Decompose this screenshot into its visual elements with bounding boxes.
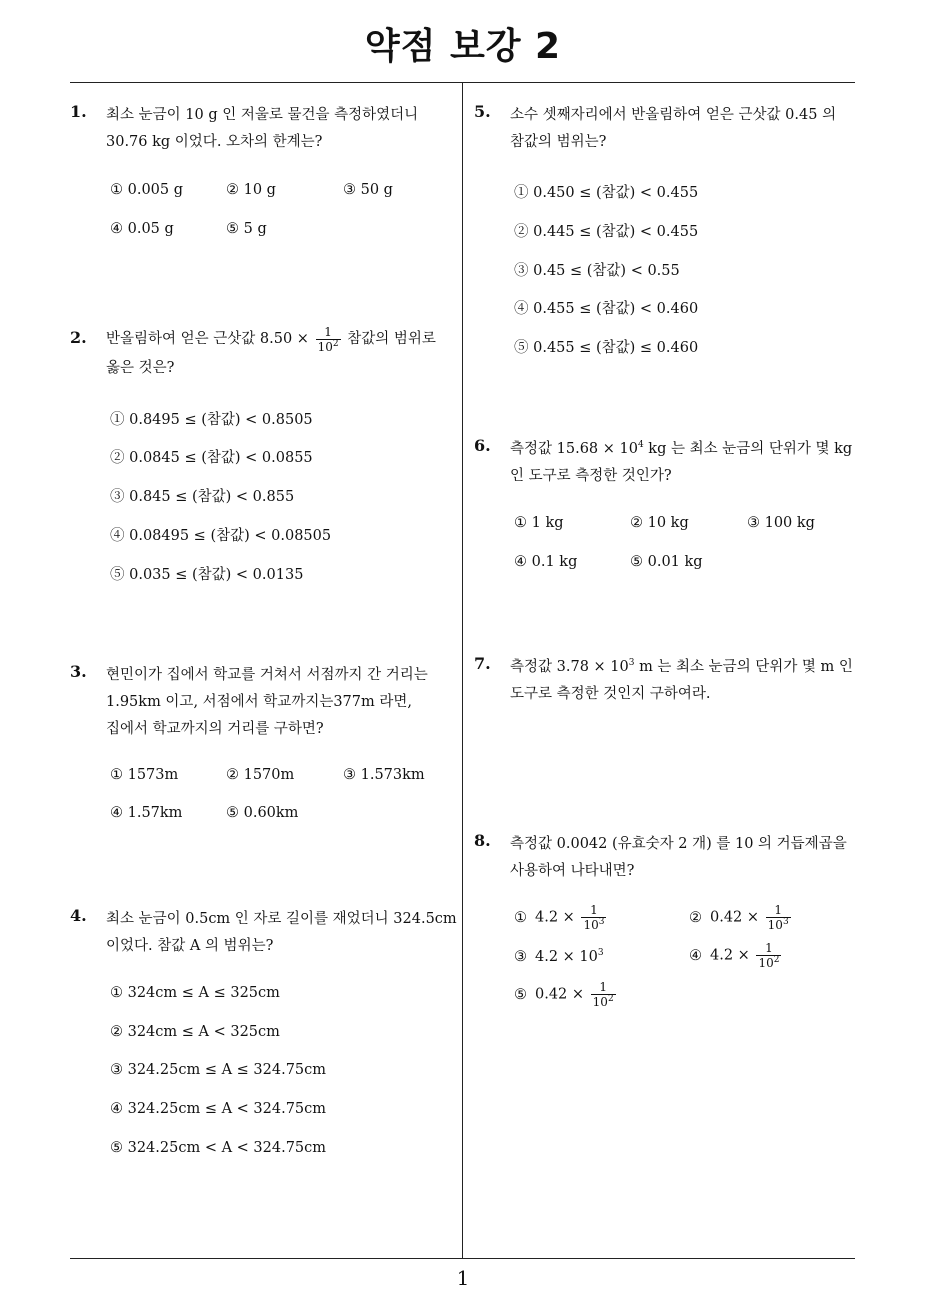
question-number: 5.: [474, 102, 491, 121]
question-number: 2.: [70, 328, 87, 347]
option-5: ⑤ 5 g: [226, 221, 267, 237]
option-1: ① 324cm ≤ A ≤ 325cm: [110, 985, 280, 1001]
option-3: ③ 1.573km: [343, 767, 425, 783]
option-1: ① 4.2 × $\frac{1}{10^3}$: [514, 903, 605, 932]
question-number: 8.: [474, 831, 491, 850]
option-2: ② 10 kg: [630, 515, 689, 531]
option-5: ⑤ 0.60km: [226, 805, 299, 821]
option-3: ③ 324.25cm ≤ A ≤ 324.75cm: [110, 1062, 327, 1078]
option-4: ④ 0.08495 ≤ (참값) < 0.08505: [110, 528, 332, 544]
option-5: ⑤ 0.42 × $\frac{1}{10^2}$: [514, 980, 614, 1009]
fraction: $\frac{1}{10^2}$: [592, 980, 614, 1009]
question-text: 반올림하여 얻은 근삿값 8.50 × $\frac{1}{10^2}$ 참값의 범위로 옳은 것은?: [106, 324, 436, 376]
question-text: 소수 셋째자리에서 반올림하여 얻은 근삿값 0.45 의 참값의 범위는?: [510, 107, 837, 150]
option-4: ④ 0.05 g: [110, 221, 174, 237]
question-text: 최소 눈금이 0.5cm 인 자로 길이를 재었더니 324.5cm 이었다. 참값 A 의 범위는?: [106, 911, 457, 954]
fraction: $\frac{1}{10^3}$: [583, 903, 605, 932]
option-5: ⑤ 0.035 ≤ (참값) < 0.0135: [110, 567, 304, 583]
option-1: ① 1573m: [110, 767, 179, 783]
fraction: $\frac{1}{10^2}$: [758, 941, 780, 970]
option-4: ④ 0.1 kg: [514, 554, 578, 570]
page-title: 약점 보강 2: [364, 26, 562, 67]
question-number: 7.: [474, 654, 491, 673]
option-2: ② 0.445 ≤ (참값) < 0.455: [514, 224, 699, 240]
option-2: ② 10 g: [226, 182, 276, 198]
option-3: ③ 0.45 ≤ (참값) < 0.55: [514, 263, 680, 279]
fraction: $\frac{1}{10^2}$: [317, 324, 339, 354]
question-text: 현민이가 집에서 학교를 거쳐서 서점까지 간 거리는 1.95km 이고, 서점에서 학교까지는377m 라면, 집에서 학교까지의 거리를 구하면?: [106, 667, 428, 737]
option-4: ④ 0.455 ≤ (참값) < 0.460: [514, 301, 699, 317]
option-4: ④ 4.2 × $\frac{1}{10^2}$: [689, 941, 780, 970]
option-4: ④ 1.57km: [110, 805, 183, 821]
option-3: ③ 0.845 ≤ (참값) < 0.855: [110, 489, 295, 505]
option-3: ③ 100 kg: [747, 515, 815, 531]
option-1: ① 0.005 g: [110, 182, 184, 198]
column-divider: [462, 82, 463, 1259]
question-number: 3.: [70, 662, 87, 681]
question-text: 측정값 0.0042 (유효숫자 2 개) 를 10 의 거듭제곱을 사용하여 나타내면?: [510, 836, 847, 879]
question-number: 6.: [474, 436, 491, 455]
page-number: 1: [456, 1266, 470, 1290]
question-text: 측정값 $3.78 \times 10^3$ m 는 최소 눈금의 단위가 몇 m 인 도구로 측정한 것인지 구하여라.: [510, 658, 853, 702]
option-2: ② 324cm ≤ A < 325cm: [110, 1024, 280, 1040]
option-4: ④ 324.25cm ≤ A < 324.75cm: [110, 1101, 327, 1117]
question-number: 1.: [70, 102, 87, 121]
option-3: ③ 50 g: [343, 182, 393, 198]
option-1: ① 1 kg: [514, 515, 564, 531]
question-text: 측정값 $15.68 \times 10^4$ kg 는 최소 눈금의 단위가 몇 kg 인 도구로 측정한 것인가?: [510, 440, 853, 484]
option-1: ① 0.450 ≤ (참값) < 0.455: [514, 185, 699, 201]
fraction: $\frac{1}{10^3}$: [767, 903, 789, 932]
question-text: 최소 눈금이 10 g 인 저울로 물건을 측정하였더니 30.76 kg 이었다. 오차의 한계는?: [106, 107, 419, 150]
question-number: 4.: [70, 906, 87, 925]
option-3: ③ $4.2 \times 10^3$: [514, 948, 604, 965]
option-2: ② 0.42 × $\frac{1}{10^3}$: [689, 903, 789, 932]
option-2: ② 0.0845 ≤ (참값) < 0.0855: [110, 450, 313, 466]
option-5: ⑤ 0.01 kg: [630, 554, 703, 570]
bottom-divider: [70, 1258, 855, 1259]
option-2: ② 1570m: [226, 767, 295, 783]
option-5: ⑤ 0.455 ≤ (참값) ≤ 0.460: [514, 340, 699, 356]
option-5: ⑤ 324.25cm < A < 324.75cm: [110, 1140, 327, 1156]
option-1: ① 0.8495 ≤ (참값) < 0.8505: [110, 412, 313, 428]
